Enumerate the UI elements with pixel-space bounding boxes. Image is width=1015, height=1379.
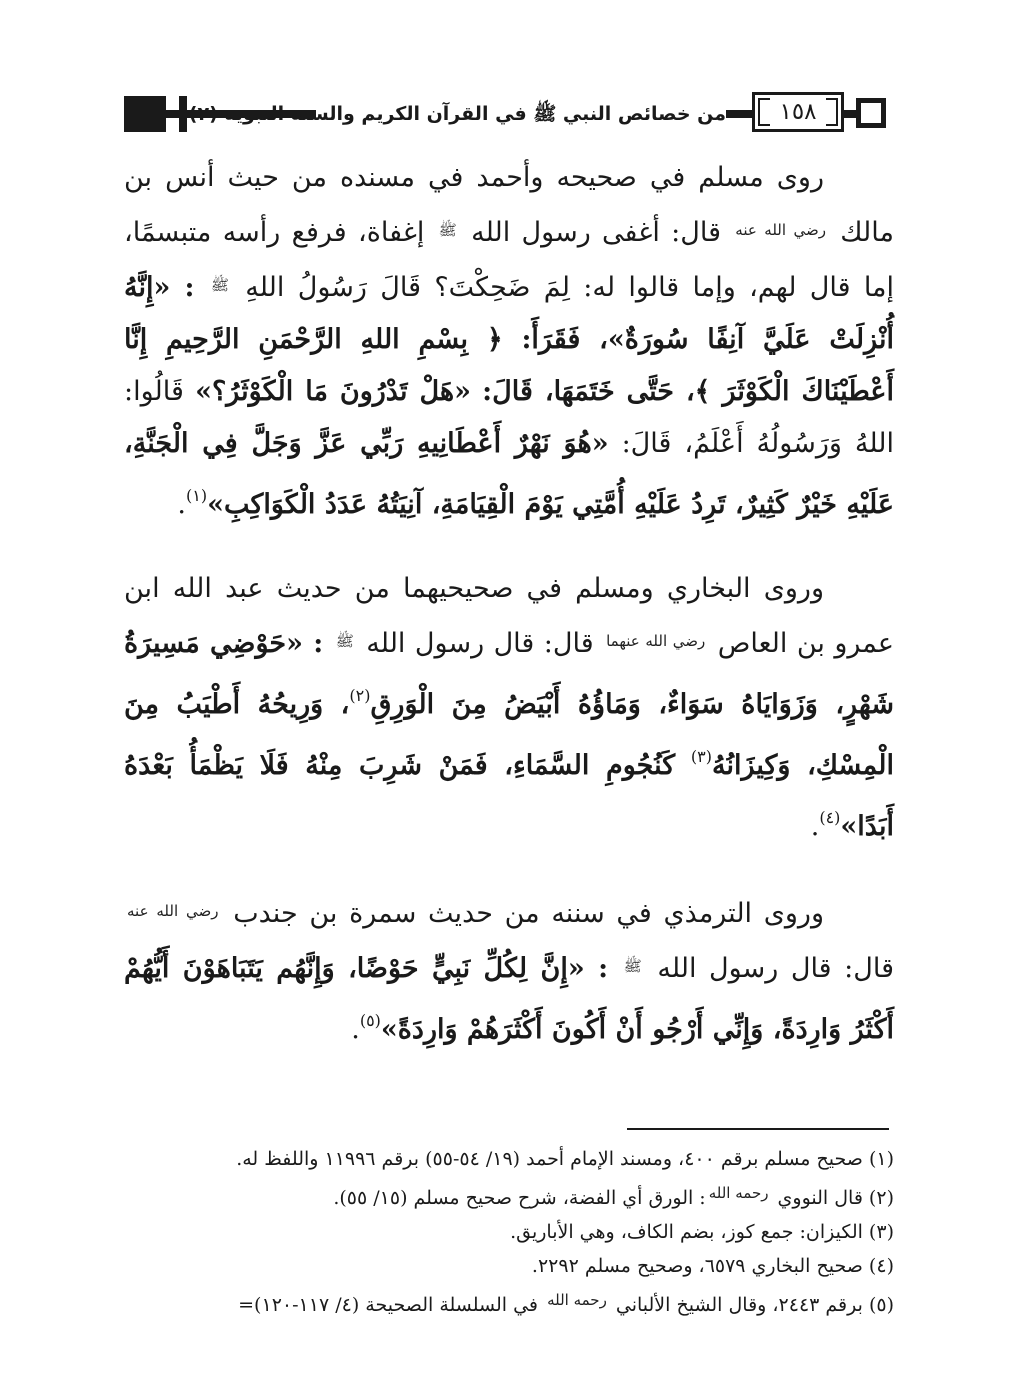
header-rule-middle <box>724 110 754 118</box>
paragraph-2: وروى البخاري ومسلم في صحيحيهما من حديث عبد الله ابن عمرو بن العاص $^{رضي الله عنهما}$ قال: قال رسول الله $^ﷺ$ : «حَوْضِي مَسِيرَةُ شَهْرٍ، وَزَوَايَاهُ سَوَاءٌ، وَمَاؤُهُ أَبْيَضُ مِنَ الْوَرِقِ$^{(٢)}$، وَرِيحُهُ أَطْيَبُ مِنَ الْمِسْكِ، وَكِيزَانُهُ$^{(٣)}$ كَنُجُومِ السَّمَاءِ، فَمَنْ شَرِبَ مِنْهُ فَلَا يَظْمَأُ بَعْدَهُ أَبَدًا»$^{(٤)}$. <box>124 573 895 842</box>
page-number: ١٥٨ <box>752 92 844 132</box>
footnote-ref-5[interactable]: (٥) <box>359 1011 381 1030</box>
p1-text-f: قَالُوا: اللهُ وَرَسُولُهُ أَعْلَمُ، قَالَ: <box>124 376 894 459</box>
p3-intro: وروى الترمذي في سننه من حديث سمرة بن جندب <box>233 898 824 929</box>
p1-hadith-g: «هُوَ نَهْرٌ أَعْطَانِيهِ رَبِّي عَزَّ وَجَلَّ فِي الْجَنَّةِ، عَلَيْهِ خَيْرٌ كَثِيرٌ، تَرِدُ عَلَيْهِ أُمَّتِي يَوْمَ الْقِيَامَةِ، آنِيَتُهُ عَدَدُ الْكَوَاكِبِ» <box>124 428 894 520</box>
honorific-radiya-huma: رضي الله عنهما <box>606 632 706 650</box>
p1-intro: روى مسلم في صحيحه وأحمد في مسنده من حيث أنس بن مالك <box>124 162 894 248</box>
honorific-salla: ﷺ <box>623 957 642 975</box>
honorific-radiya-hu: رضي الله عنه <box>735 221 826 239</box>
footnote-3: (٣) الكيزان: جمع كوز، بضم الكاف، وهي الأباريق. <box>510 1221 894 1243</box>
header-block-ornament <box>124 96 166 132</box>
p1-text-b: قال: أغفى رسول الله <box>471 217 721 248</box>
paragraph-3: وروى الترمذي في سننه من حديث سمرة بن جندب $^{رضي الله عنه}$ قال: قال رسول الله $^ﷺ$ : «إِنَّ لِكُلِّ نَبِيٍّ حَوْضًا، وَإِنَّهُم يَتَبَاهَوْنَ أَيُّهُمْ أَكْثَرُ وَارِدَةً، وَإِنِّي أَرْجُو أَنْ أَكُونَ أَكْثَرَهُمْ وَارِدَةً»$^{(٥)}$. <box>124 898 895 1045</box>
footnote-4: (٤) صحيح البخاري ٦٥٧٩، وصحيح مسلم ٢٢٩٢. <box>531 1255 894 1277</box>
p1-hadith-e: «هَلْ تَدْرُونَ مَا الْكَوْثَرُ؟» <box>195 376 472 407</box>
footnote-separator <box>627 1128 889 1130</box>
footnote-ref-2[interactable]: (٢) <box>349 686 371 705</box>
paragraph-1: روى مسلم في صحيحه وأحمد في مسنده من حيث أنس بن مالك $^{رضي الله عنه}$ قال: أغفى رسول الله $^ﷺ$ إغفاة، فرفع رأسه متبسمًا، إما قال لهم، وإما قالوا له: لِمَ ضَحِكْتَ؟ قَالَ رَسُولُ اللهِ $^ﷺ$ : «إِنَّهُ أُنْزِلَتْ عَلَيَّ آنِفًا سُورَةٌ»، فَقَرَأَ: ﴿ بِسْمِ اللهِ الرَّحْمَنِ الرَّحِيمِ إِنَّا أَعْطَيْنَاكَ الْكَوْثَرَ ﴾، حَتَّى خَتَمَهَا، قَالَ: «هَلْ تَدْرُونَ مَا الْكَوْثَرُ؟» قَالُوا: اللهُ وَرَسُولُهُ أَعْلَمُ، قَالَ: «هُوَ نَهْرٌ أَعْطَانِيهِ رَبِّي عَزَّ وَجَلَّ فِي الْجَنَّةِ، عَلَيْهِ خَيْرٌ كَثِيرٌ، تَرِدُ عَلَيْهِ أُمَّتِي يَوْمَ الْقِيَامَةِ، آنِيَتُهُ عَدَدُ الْكَوَاكِبِ»$^{(١)}$. <box>124 162 895 520</box>
footnote-5-b: في السلسلة الصحيحة (٤/ ١١٧-١٢٠)= <box>238 1294 539 1316</box>
p2-intro: وروى البخاري ومسلم في صحيحيهما من حديث عبد الله ابن عمرو بن العاص <box>124 573 895 659</box>
p2-hadith-e: كَنُجُومِ السَّمَاءِ، فَمَنْ شَرِبَ مِنْهُ فَلَا يَظْمَأُ بَعْدَهُ أَبَدًا» <box>124 750 894 842</box>
p3-text-b: قال: قال رسول الله <box>657 953 895 984</box>
p2-hadith-c: : «حَوْضِي مَسِيرَةُ شَهْرٍ، وَزَوَايَاهُ سَوَاءٌ، وَمَاؤُهُ أَبْيَضُ مِنَ الْوَرِقِ <box>124 628 894 720</box>
footnote-2 <box>110 1176 894 1215</box>
p1-hadith-d: : «إِنَّهُ أُنْزِلَتْ عَلَيَّ آنِفًا سُورَةٌ»، فَقَرَأَ: ﴿ بِسْمِ اللهِ الرَّحْمَنِ الرَّحِيمِ إِنَّا أَعْطَيْنَاكَ الْكَوْثَرَ ﴾، حَتَّى خَتَمَهَا، قَالَ: <box>124 272 894 407</box>
running-header <box>124 92 894 136</box>
p2-hadith-d: ، وَرِيحُهُ أَطْيَبُ مِنَ الْمِسْكِ، وَكِيزَانُهُ <box>124 689 894 781</box>
header-block-ornament-2 <box>179 96 187 132</box>
p1-text-c: إغفاة، فرفع رأسه متبسمًا، إما قال لهم، وإما قالوا له: لِمَ ضَحِكْتَ؟ قَالَ رَسُولُ اللهِ <box>124 217 895 303</box>
honorific-rahimahu: رحمه الله <box>547 1291 607 1309</box>
footnote-5 <box>110 1283 894 1322</box>
honorific-salla: ﷺ <box>335 632 354 650</box>
header-end-square <box>856 98 886 128</box>
p3-hadith-c: : «إِنَّ لِكُلِّ نَبِيٍّ حَوْضًا، وَإِنَّهُم يَتَبَاهَوْنَ أَيُّهُمْ أَكْثَرُ وَارِدَةً، وَإِنِّي أَرْجُو أَنْ أَكُونَ أَكْثَرَهُمْ وَارِدَةً» <box>124 953 894 1045</box>
honorific-rahimahu: رحمه الله <box>708 1184 769 1202</box>
footnotes <box>110 1142 894 1322</box>
honorific-radiya-hu: رضي الله عنه <box>127 902 219 920</box>
honorific-salla: ﷺ <box>210 276 229 294</box>
footnote-ref-3[interactable]: (٣) <box>690 747 713 766</box>
main-text <box>124 152 894 1056</box>
footnote-ref-4[interactable]: (٤) <box>819 808 841 827</box>
footnote-2-a: (٢) قال النووي <box>777 1187 894 1209</box>
footnote-1: (١) صحيح مسلم برقم ٤٠٠، ومسند الإمام أحمد (١٩/ ٥٤-٥٥) برقم ١١٩٩٦ واللفظ له. <box>236 1148 894 1170</box>
header-title: من خصائص النبي ﷺ في القرآن الكريم والسنة النبوية (٢) <box>316 96 726 132</box>
footnote-2-b: : الورق أي الفضة، شرح صحيح مسلم (١٥/ ٥٥). <box>333 1187 706 1209</box>
p2-text-b: قال: قال رسول الله <box>366 628 594 659</box>
footnote-ref-1[interactable]: (١) <box>186 486 208 505</box>
footnote-5-a: (٥) برقم ٢٤٤٣، وقال الشيخ الألباني <box>615 1294 894 1316</box>
honorific-salla: ﷺ <box>438 221 457 239</box>
